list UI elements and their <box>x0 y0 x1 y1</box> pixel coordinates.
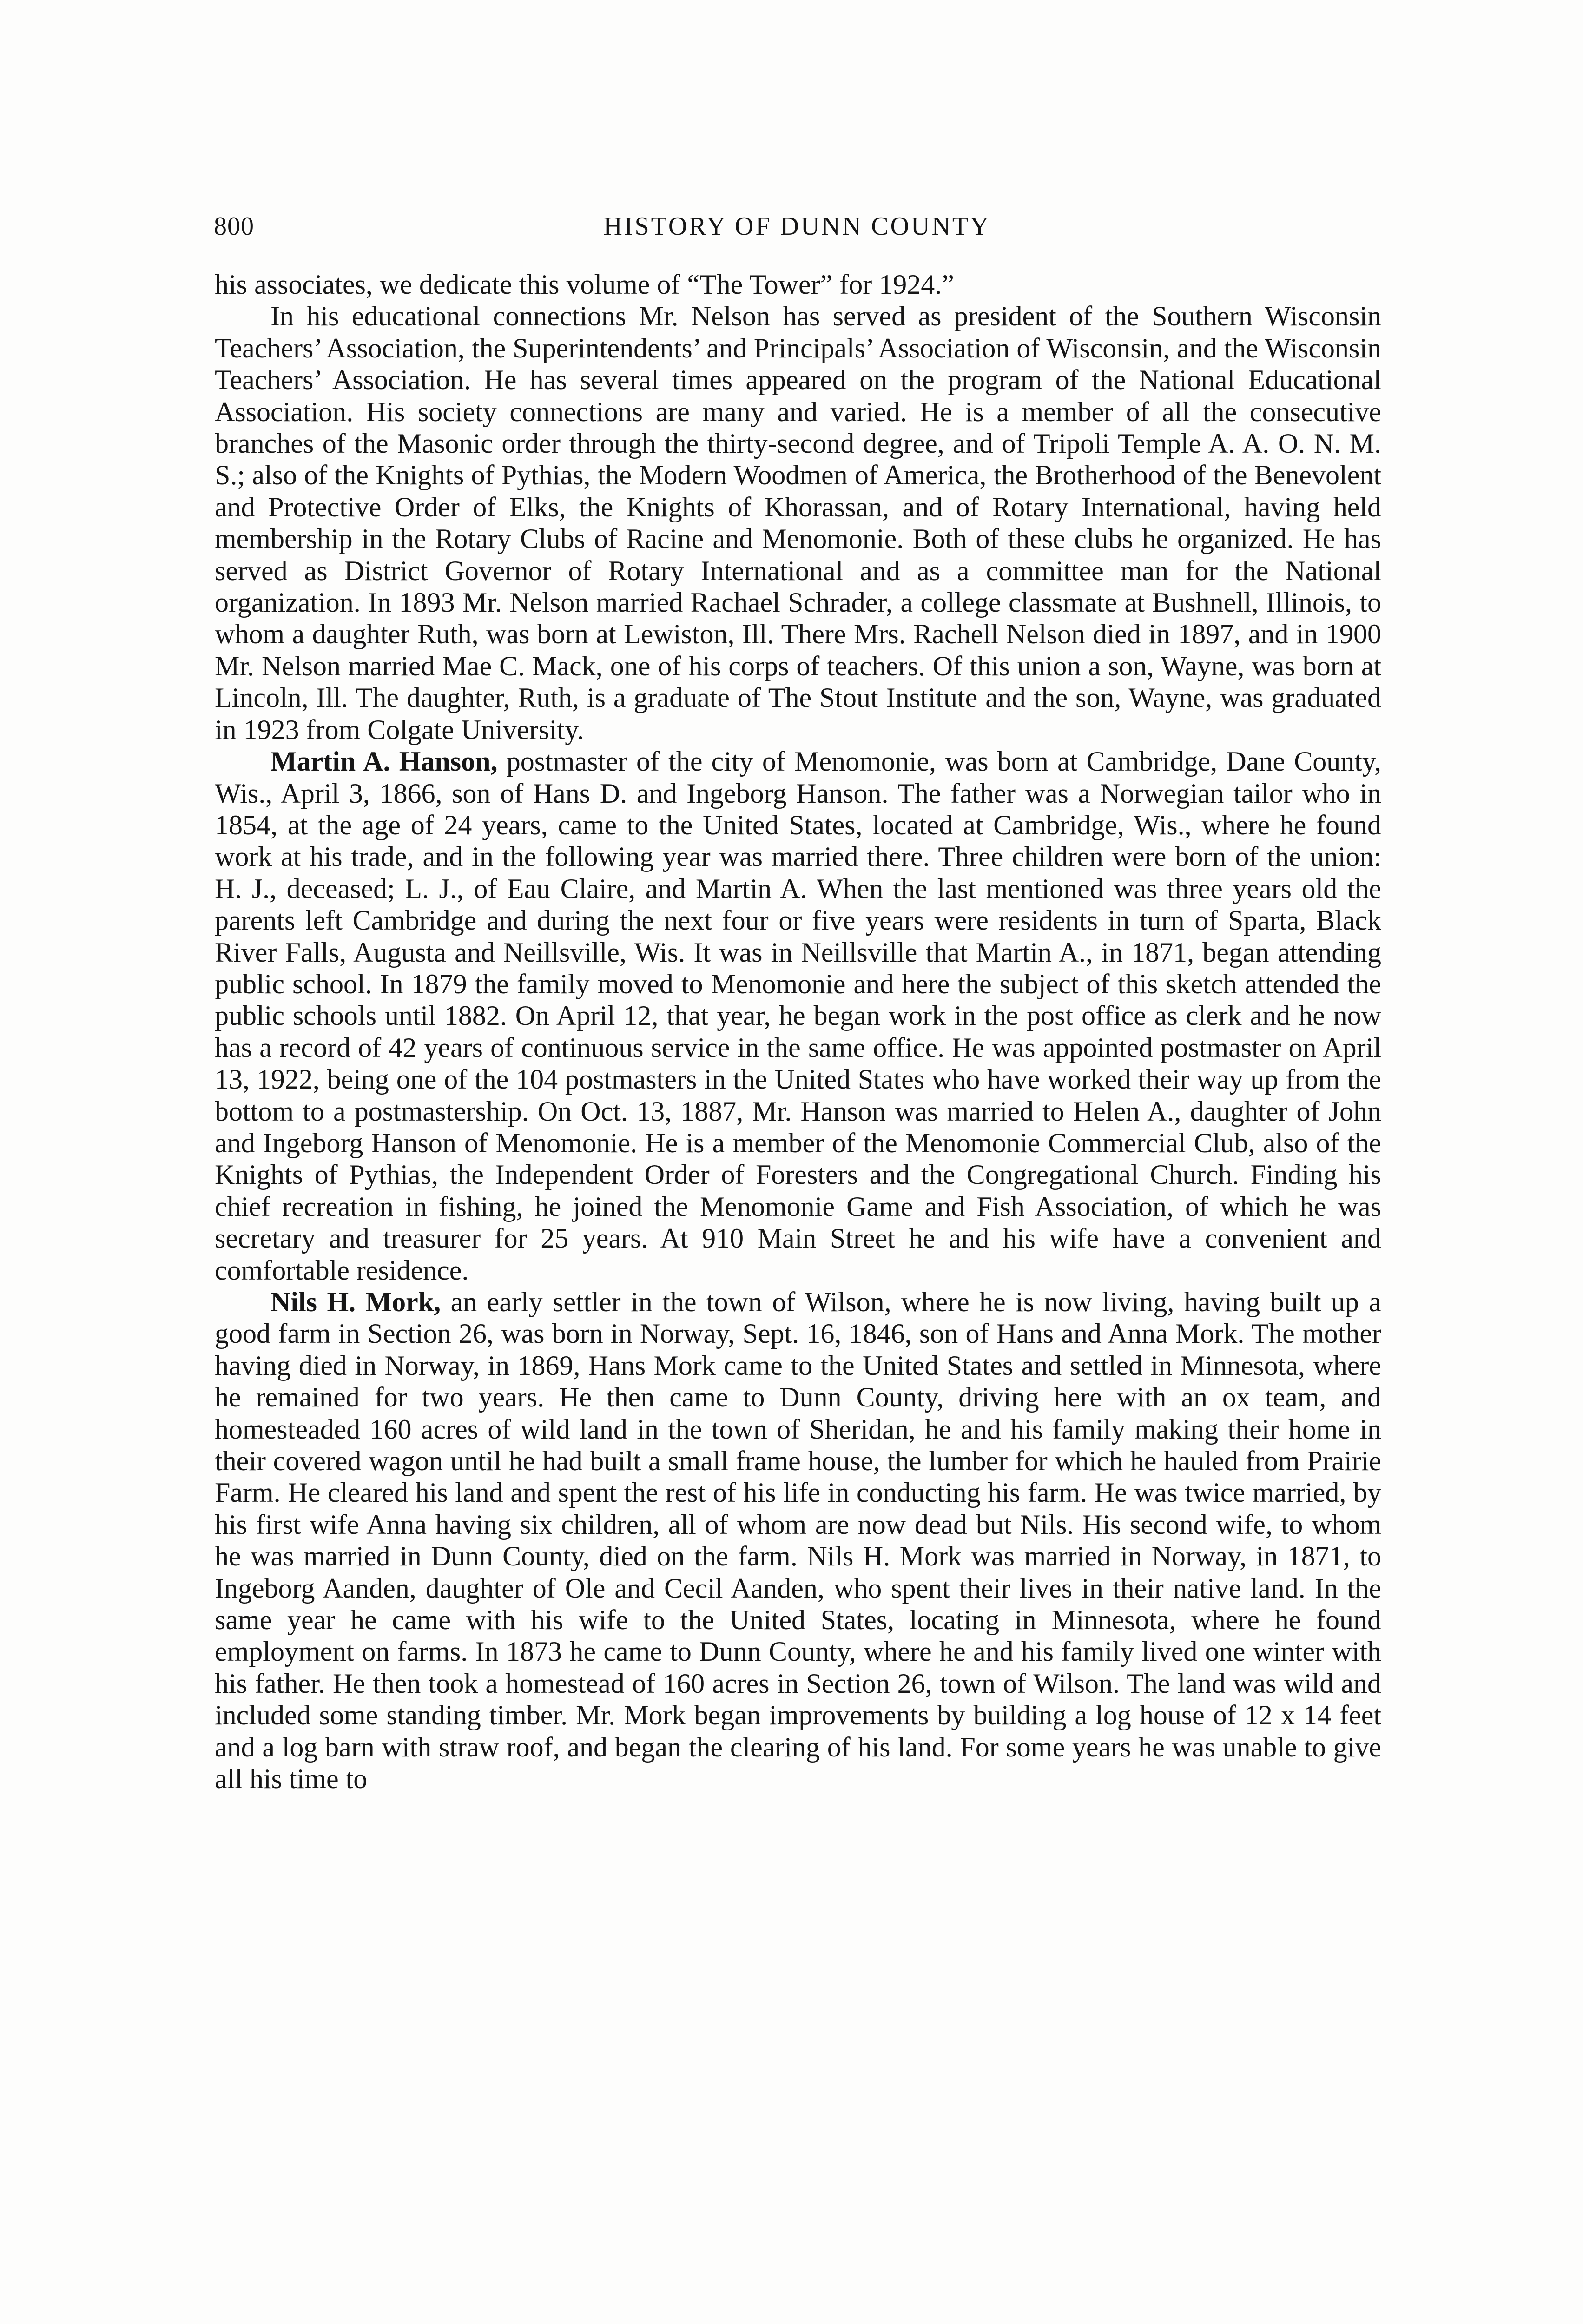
biography-name: Martin A. Hanson, <box>270 746 498 777</box>
paragraph-text: his associates, we dedicate this volume of “The Tower” for 1924.” <box>215 269 954 300</box>
paragraph-text: postmaster of the city of Menomonie, was born at Cambridge, Dane County, Wis., April 3, 1866, son of Hans D. and Ingeborg Hanson. The father was a Norwegian tailor who in 1854, at the age of 24 years, came to the United States, located at Cambridge, Wis., where he found work at his trade, and in the following year was married there. Three children were born of the union: H. J., deceased; L. J., of Eau Claire, and Martin A. When the last mentioned was three years old the parents left Cambridge and during the next four or five years were residents in turn of Sparta, Black River Falls, Augusta and Neillsville, Wis. It was in Neillsville that Martin A., in 1871, began attending public school. In 1879 the family moved to Menomonie and here the subject of this sketch attended the public schools until 1882. On April 12, that year, he began work in the post office as clerk and he now has a record of 42 years of continuous service in the same office. He was appointed postmaster on April 13, 1922, being one of the 104 postmasters in the United States who have worked their way up from the bottom to a postmastership. On Oct. 13, 1887, Mr. Hanson was married to Helen A., daughter of John and Ingeborg Hanson of Menomonie. He is a member of the Menomonie Commercial Club, also of the Knights of Pythias, the Independent Order of Foresters and the Congregational Church. Finding his chief recreation in fishing, he joined the Menomonie Game and Fish Association, of which he was secretary and treasurer for 25 years. At 910 Main Street he and his wife have a convenient and comfortable residence. <box>215 746 1382 1286</box>
page-number: 800 <box>214 212 254 241</box>
paragraph-martin-a-hanson <box>215 746 1381 1286</box>
biography-name: Nils H. Mork, <box>270 1287 441 1317</box>
running-title: HISTORY OF DUNN COUNTY <box>603 212 991 241</box>
paragraph-nelson-continued <box>215 269 1381 300</box>
paragraph-text: an early settler in the town of Wilson, where he is now living, having built up a good farm in Section 26, was born in Norway, Sept. 16, 1846, son of Hans and Anna Mork. The mother having died in Norway, in 1869, Hans Mork came to the United States and settled in Minnesota, where he remained for two years. He then came to Dunn County, driving here with an ox team, and homesteaded 160 acres of wild land in the town of Sheridan, he and his family making their home in their covered wagon until he had built a small frame house, the lumber for which he hauled from Prairie Farm. He cleared his land and spent the rest of his life in conducting his farm. He was twice married, by his first wife Anna having six children, all of whom are now dead but Nils. His second wife, to whom he was married in Dunn County, died on the farm. Nils H. Mork was married in Norway, in 1871, to Ingeborg Aanden, daughter of Ole and Cecil Aanden, who spent their lives in their native land. In the same year he came with his wife to the United States, locating in Minnesota, where he found employment on farms. In 1873 he came to Dunn County, where he and his family lived one winter with his father. He then took a homestead of 160 acres in Section 26, town of Wilson. The land was wild and included some standing timber. Mr. Mork began improvements by building a log house of 12 x 14 feet and a log barn with straw roof, and began the clearing of his land. For some years he was unable to give all his time to <box>215 1287 1381 1795</box>
paragraph-nelson-connections <box>215 300 1381 746</box>
paragraph-text: In his educational connections Mr. Nelson has served as president of the Southern Wisconsin Teachers’ Association, the Superintendents’ and Principals’ Association of Wisconsin, and the Wisconsin Teachers’ Association. He has several times appeared on the program of the National Educational Association. His society connections are many and varied. He is a member of all the consecutive branches of the Masonic order through the thirty-second degree, and of Tripoli Temple A. A. O. N. M. S.; also of the Knights of Pythias, the Modern Woodmen of America, the Brotherhood of the Benevolent and Protective Order of Elks, the Knights of Khorassan, and of Rotary International, having held membership in the Rotary Clubs of Racine and Menomonie. Both of these clubs he organized. He has served as District Governor of Rotary International and as a committee man for the National organization. In 1893 Mr. Nelson married Rachael Schrader, a college classmate at Bushnell, Illinois, to whom a daughter Ruth, was born at Lewiston, Ill. There Mrs. Rachell Nelson died in 1897, and in 1900 Mr. Nelson married Mae C. Mack, one of his corps of teachers. Of this union a son, Wayne, was born at Lincoln, Ill. The daughter, Ruth, is a graduate of The Stout Institute and the son, Wayne, was graduated in 1923 from Colgate University. <box>215 301 1381 745</box>
page-header <box>214 211 1380 249</box>
paragraph-nils-h-mork <box>215 1286 1381 1795</box>
body-text <box>215 269 1381 1795</box>
